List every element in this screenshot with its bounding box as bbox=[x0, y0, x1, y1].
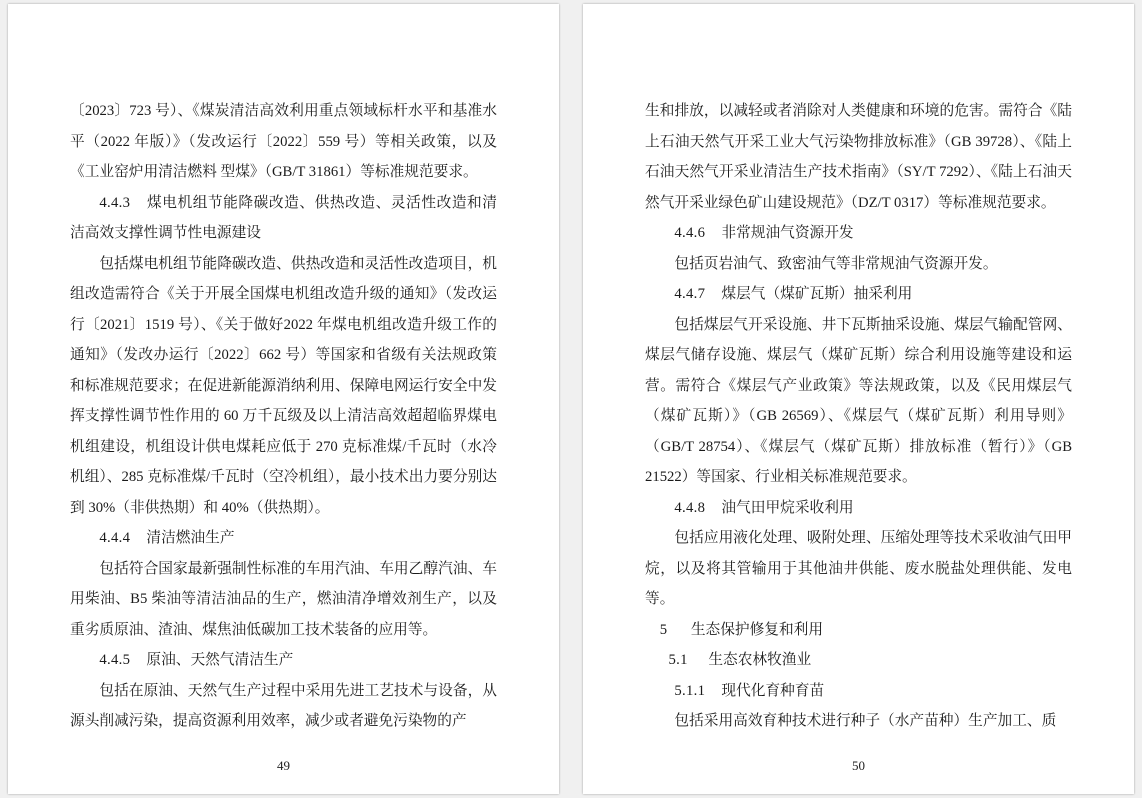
paragraph: 包括在原油、天然气生产过程中采用先进工艺技术与设备，从源头削减污染，提高资源利用效率，减少或者避免污染物的产 bbox=[70, 682, 497, 729]
section-title: 油气田甲烷采收利用 bbox=[721, 499, 854, 516]
section-heading bbox=[645, 676, 1072, 707]
section-number: 5.1.1 bbox=[674, 682, 706, 699]
page-gutter bbox=[567, 4, 575, 794]
paragraph: 〔2023〕723 号）、《煤炭清洁高效利用重点领域标杆水平和基准水平（2022 年版）》（发改运行〔2022〕559 号）等相关政策，以及《工业窑炉用清洁燃料 型煤》（GB/T 31861）等标准规范要求。 bbox=[70, 103, 497, 180]
page-number: 50 bbox=[852, 758, 865, 773]
paragraph: 包括页岩油气、致密油气等非常规油气资源开发。 bbox=[674, 255, 998, 272]
section-heading bbox=[645, 615, 1072, 646]
paragraph: 包括应用液化处理、吸附处理、压缩处理等技术采收油气田甲烷，以及将其管输用于其他油井供能、废水脱盐处理供能、发电等。 bbox=[645, 530, 1072, 607]
section-number: 5.1 bbox=[668, 652, 688, 668]
section-title: 生态农林牧渔业 bbox=[708, 652, 812, 668]
paragraph: 生和排放，以减轻或者消除对人类健康和环境的危害。需符合《陆上石油天然气开采工业大气污染物排放标准》（GB 39728）、《陆上石油天然气开采业清洁生产技术指南》（SY/T 7292）、《陆上石油天然气开采业绿色矿山建设规范》（DZ/T 0317）等标准规范要求。 bbox=[645, 103, 1072, 211]
section-heading bbox=[645, 493, 1072, 524]
section-heading bbox=[645, 279, 1072, 310]
section-title: 现代化育种育苗 bbox=[721, 682, 825, 699]
section-heading bbox=[645, 645, 1072, 676]
section-number: 4.4.3 bbox=[99, 194, 131, 211]
section-heading bbox=[70, 645, 497, 676]
section-title: 煤电机组节能降碳改造、供热改造、灵活性改造和清洁高效支撑性调节性电源建设 bbox=[70, 194, 497, 241]
paragraph: 包括煤电机组节能降碳改造、供热改造和灵活性改造项目，机组改造需符合《关于开展全国煤电机组改造升级的通知》（发改运行〔2021〕1519 号）、《关于做好2022 年煤电机组改造升级工作的通知》（发改办运行〔2022〕662 号）等国家和省级有关法规政策和标准规范要求；在促进新能源消纳利用、保障电网运行安全中发挥支撑性调节性作用的 60 万千瓦级及以上清洁高效超超临界煤电机组建设，机组设计供电煤耗应低于 270 克标准煤/千瓦时（水冷机组）、285 克标准煤/千瓦时（空冷机组），最小技术出力要分别达到 30%（非供热期）和 40%（供热期）。 bbox=[70, 255, 497, 516]
page-number: 49 bbox=[277, 758, 290, 773]
section-title: 清洁燃油生产 bbox=[146, 530, 235, 546]
document-page-left bbox=[8, 4, 559, 794]
paragraph: 包括符合国家最新强制性标准的车用汽油、车用乙醇汽油、车用柴油、B5 柴油等清洁油品的生产，燃油清净增效剂生产，以及重劣质原油、渣油、煤焦油低碳加工技术装备的应用等。 bbox=[70, 560, 497, 638]
section-heading bbox=[70, 523, 497, 554]
section-title: 非常规油气资源开发 bbox=[721, 225, 854, 241]
page-right-content bbox=[645, 96, 1072, 737]
section-number: 4.4.8 bbox=[674, 499, 706, 516]
section-number: 4.4.6 bbox=[674, 225, 706, 241]
section-number: 4.4.7 bbox=[674, 286, 706, 302]
paragraph: 包括采用高效育种技术进行种子（水产苗种）生产加工、质 bbox=[674, 713, 1057, 729]
paragraph: 包括煤层气开采设施、井下瓦斯抽采设施、煤层气输配管网、煤层气储存设施、煤层气（煤矿瓦斯）综合利用设施等建设和运营。需符合《煤层气产业政策》等法规政策，以及《民用煤层气（煤矿瓦斯）》（GB 26569）、《煤层气（煤矿瓦斯）利用导则》（GB/T 28754）、《煤层气（煤矿瓦斯）排放标准（暂行）》（GB 21522）等国家、行业相关标准规范要求。 bbox=[645, 316, 1072, 485]
section-number: 4.4.4 bbox=[99, 530, 131, 546]
document-page-right bbox=[583, 4, 1134, 794]
section-heading bbox=[645, 218, 1072, 249]
section-number: 5 bbox=[659, 621, 668, 638]
section-number: 4.4.5 bbox=[99, 652, 131, 668]
section-heading bbox=[70, 188, 497, 249]
section-title: 生态保护修复和利用 bbox=[690, 621, 824, 638]
section-title: 煤层气（煤矿瓦斯）抽采利用 bbox=[721, 286, 913, 302]
section-title: 原油、天然气清洁生产 bbox=[146, 652, 294, 668]
page-left-content bbox=[70, 96, 497, 737]
